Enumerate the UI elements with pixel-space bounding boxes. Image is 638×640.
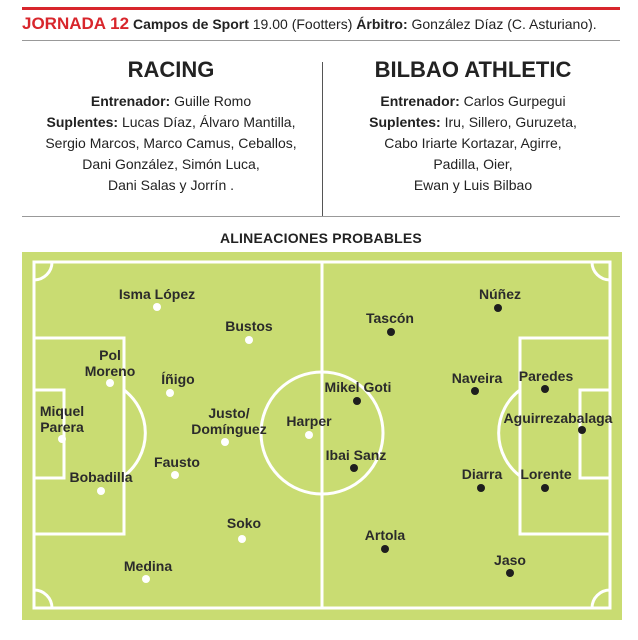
player-home: Medina [123, 558, 173, 574]
player-home: Miquel Parera [39, 403, 85, 435]
match-header [22, 14, 622, 36]
info-divider [22, 216, 620, 217]
player-marker-away [541, 484, 549, 492]
home-subs-text-1: Lucas Díaz, Álvaro Mantilla, [121, 114, 296, 130]
home-coach-label: Entrenador: [90, 93, 171, 109]
player-marker-home [245, 336, 253, 344]
away-subs-line-3: Padilla, Oier, [433, 156, 513, 172]
home-subs-line-4: Dani Salas y Jorrín . [107, 177, 235, 193]
away-subs-line-4: Ewan y Luis Bilbao [413, 177, 533, 193]
player-away: Lorente [520, 466, 572, 482]
away-team-name: BILBAO ATHLETIC [374, 57, 572, 82]
player-marker-away [541, 385, 549, 393]
player-marker-away [471, 387, 479, 395]
player-home: Pol Moreno [84, 347, 136, 379]
player-marker-home [58, 435, 66, 443]
home-subs-line-2: Sergio Marcos, Marco Camus, Ceballos, [45, 135, 297, 151]
away-subs-text-1: Iru, Sillero, Guruzeta, [444, 114, 577, 130]
player-home: Justo/ Domínguez [191, 405, 267, 437]
player-marker-home [238, 535, 246, 543]
away-coach-name: Carlos Gurpegui [463, 93, 566, 109]
home-coach-line [22, 91, 320, 112]
away-subs-line-2: Cabo Iriarte Kortazar, Agirre, [384, 135, 562, 151]
player-marker-away [494, 304, 502, 312]
player-marker-away [353, 397, 361, 405]
pitch [22, 252, 622, 620]
player-marker-home [305, 431, 313, 439]
player-marker-home [166, 389, 174, 397]
kickoff-time: 19.00 [252, 16, 288, 32]
player-marker-away [578, 426, 586, 434]
away-subs-label: Suplentes: [369, 114, 441, 130]
header-divider [22, 40, 620, 41]
player-home: Soko [226, 515, 262, 531]
player-away: Paredes [518, 368, 574, 384]
referee-name: González Díaz (C. Asturiano). [411, 16, 597, 32]
player-away: Naveira [451, 370, 503, 386]
away-team-info [324, 56, 622, 196]
player-away: Mikel Goti [324, 379, 392, 395]
broadcaster: (Footters) [291, 16, 353, 32]
player-home: Isma López [118, 286, 196, 302]
player-marker-home [171, 471, 179, 479]
player-marker-away [387, 328, 395, 336]
pitch-field [22, 252, 622, 620]
player-marker-home [221, 438, 229, 446]
player-home: Bobadilla [69, 469, 133, 485]
player-marker-away [477, 484, 485, 492]
home-coach-name: Guille Romo [174, 93, 252, 109]
home-subs-line-1 [22, 112, 320, 133]
top-red-rule [22, 7, 620, 10]
player-away: Diarra [461, 466, 503, 482]
home-team-name: RACING [127, 57, 215, 82]
away-subs-line-1 [324, 112, 622, 133]
home-team-info [22, 56, 320, 196]
away-coach-label: Entrenador: [380, 93, 460, 109]
player-away: Núñez [479, 286, 521, 302]
player-marker-home [106, 379, 114, 387]
player-marker-home [97, 487, 105, 495]
home-subs-line-3: Dani González, Simón Luca, [82, 156, 260, 172]
player-home: Harper [286, 413, 332, 429]
player-away: Artola [364, 527, 406, 543]
player-away: Ibai Sanz [325, 447, 387, 463]
player-home: Bustos [225, 318, 273, 334]
player-marker-away [506, 569, 514, 577]
jornada-label: JORNADA 12 [22, 14, 130, 33]
away-coach-line [324, 91, 622, 112]
player-home: Íñigo [161, 371, 195, 387]
player-away: Aguirrezabalaga [503, 410, 613, 426]
referee-label: Árbitro: [356, 16, 408, 32]
team-column-divider [322, 62, 323, 216]
player-home: Fausto [154, 454, 200, 470]
home-subs-label: Suplentes: [46, 114, 119, 130]
venue: Campos de Sport [132, 16, 249, 32]
player-marker-away [381, 545, 389, 553]
lineups-title: ALINEACIONES PROBABLES [220, 230, 422, 246]
player-marker-away [350, 464, 358, 472]
player-marker-home [142, 575, 150, 583]
player-marker-home [153, 303, 161, 311]
player-away: Tascón [366, 310, 414, 326]
player-away: Jaso [494, 552, 526, 568]
